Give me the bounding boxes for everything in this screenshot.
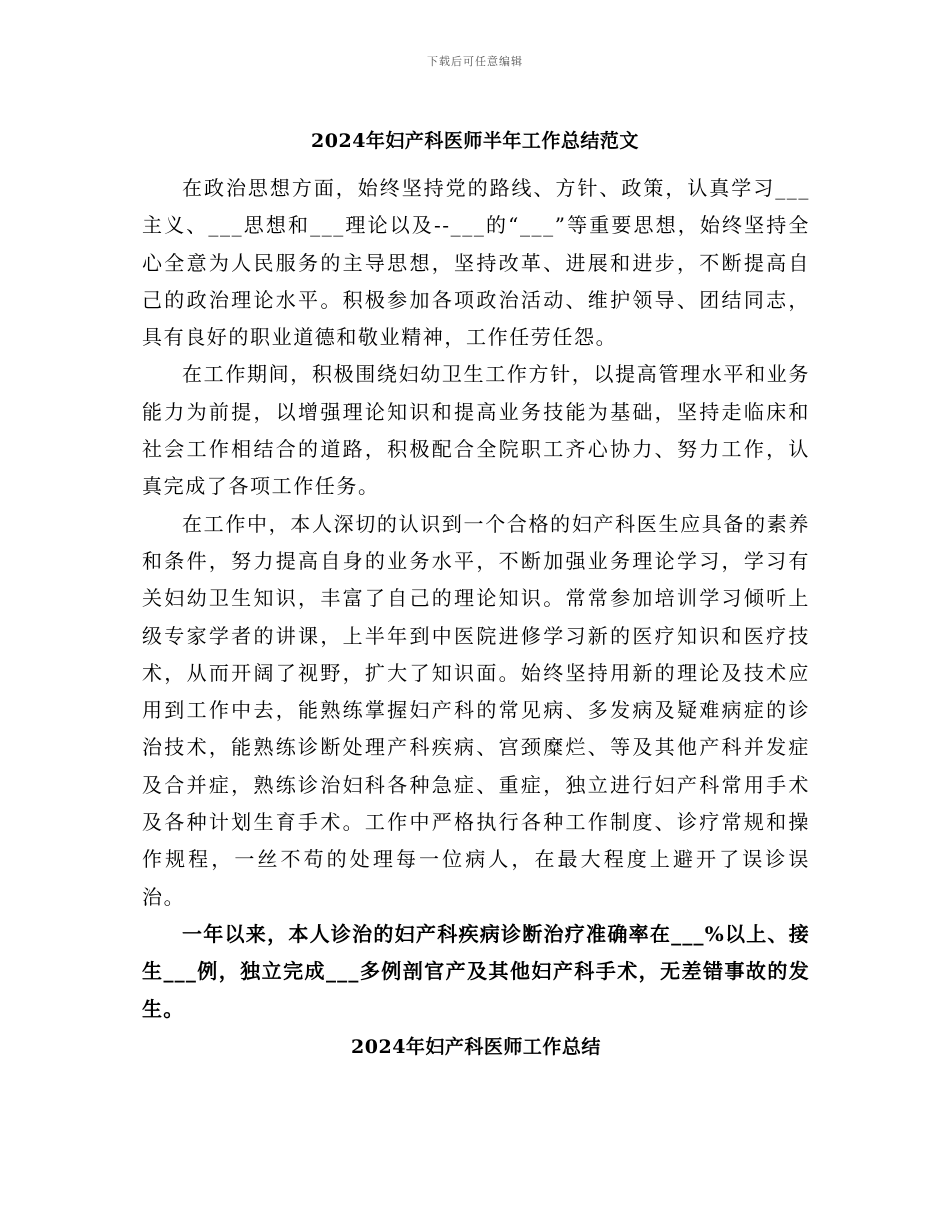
paragraph-political: 在政治思想方面，始终坚持党的路线、方针、政策，认真学习___主义、___思想和___理论以及--___的“___”等重要思想，始终坚持全心全意为人民服务的主导思想，坚持改革、进展和进步，不断提高自己的政治理论水平。积极参加各项政治活动、维护领导、团结同志，具有良好的职业道德和敬业精神，工作任劳任怨。 xyxy=(142,176,810,350)
document-body xyxy=(142,170,810,1059)
paragraph-work-period: 在工作期间，积极围绕妇幼卫生工作方针，以提高管理水平和业务能力为前提，以增强理论知识和提高业务技能为基础，坚持走临床和社会工作相结合的道路，积极配合全院职工齐心协力、努力工作，认真完成了各项工作任务。 xyxy=(142,362,810,499)
section-subtitle: 2024年妇产科医师工作总结 xyxy=(351,1035,601,1058)
paragraph-professional: 在工作中，本人深切的认识到一个合格的妇产科医生应具备的素养和条件，努力提高自身的业务水平，不断加强业务理论学习，学习有关妇幼卫生知识，丰富了自己的理论知识。常常参加培训学习倾听上级专家学者的讲课，上半年到中医院进修学习新的医疗知识和医疗技术，从而开阔了视野，扩大了知识面。始终坚持用新的理论及技术应用到工作中去，能熟练掌握妇产科的常见病、多发病及疑难病症的诊治技术，能熟练诊断处理产科疾病、宫颈糜烂、等及其他产科并发症及合并症，熟练诊治妇科各种急症、重症，独立进行妇产科常用手术及各种计划生育手术。工作中严格执行各种工作制度、诊疗常规和操作规程，一丝不苟的处理每一位病人，在最大程度上避开了误诊误治。 xyxy=(142,511,810,909)
document-title: 2024年妇产科医师半年工作总结范文 xyxy=(311,130,639,152)
header-note: 下载后可任意编辑 xyxy=(427,55,523,68)
paragraph-summary-stats: 一年以来，本人诊治的妇产科疾病诊断治疗准确率在___%以上、接生___例，独立完成___多例剖官产及其他妇产科手术，无差错事故的发生。 xyxy=(142,921,810,1021)
